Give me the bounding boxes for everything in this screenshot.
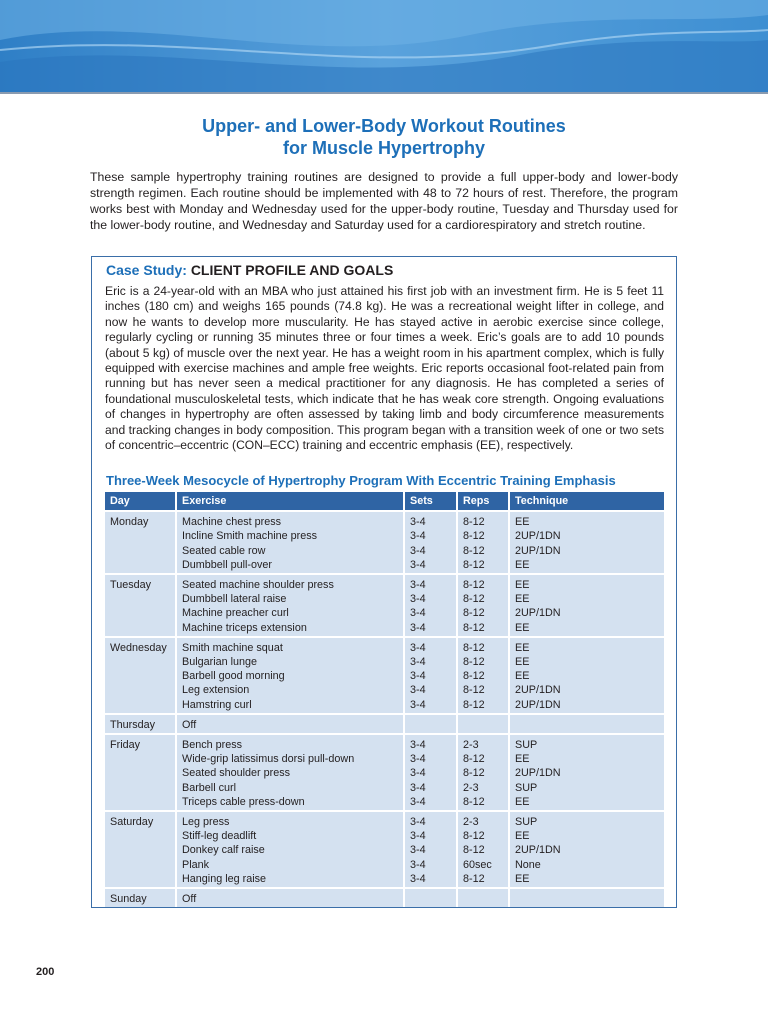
sets-cell-line: 3-4: [410, 670, 426, 683]
technique-cell-line: 2UP/1DN: [515, 698, 561, 711]
table-row: [105, 811, 664, 888]
technique-cell-line: EE: [515, 516, 530, 529]
exercise-cell: [176, 811, 404, 888]
sets-cell: [404, 888, 457, 907]
table-row: [105, 511, 664, 574]
reps-cell-line: 8-12: [463, 641, 485, 654]
sets-cell-line: 3-4: [410, 530, 426, 543]
reps-cell-line: 8-12: [463, 753, 485, 766]
sets-cell-line: 3-4: [410, 781, 426, 794]
exercise-cell-line: Off: [182, 718, 197, 731]
reps-cell-line: 8-12: [463, 593, 485, 606]
table-row: [105, 574, 664, 637]
reps-cell: [457, 637, 509, 714]
reps-cell-line: 8-12: [463, 544, 485, 557]
banner-divider: [0, 92, 768, 94]
table-row: [105, 714, 664, 734]
technique-cell-line: EE: [515, 795, 530, 808]
wave-banner-graphic: [0, 0, 768, 92]
exercise-cell: [176, 574, 404, 637]
reps-cell-line: 8-12: [463, 530, 485, 543]
technique-cell-line: EE: [515, 656, 530, 669]
reps-cell-line: 8-12: [463, 670, 485, 683]
sets-cell-line: 3-4: [410, 516, 426, 529]
reps-cell-line: 8-12: [463, 607, 485, 620]
technique-cell-line: SUP: [515, 739, 538, 752]
exercise-cell-line: Machine chest press: [182, 516, 282, 529]
day-cell: Sunday: [105, 888, 176, 907]
table-title: Three-Week Mesocycle of Hypertrophy Program With Eccentric Training Emphasis: [106, 473, 616, 488]
technique-cell: [509, 888, 664, 907]
exercise-cell-line: Machine triceps extension: [182, 621, 307, 634]
page-title-line-2: for Muscle Hypertrophy: [282, 138, 486, 158]
exercise-cell-line: Hamstring curl: [182, 698, 252, 711]
technique-cell-line: 2UP/1DN: [515, 844, 561, 857]
exercise-cell-line: Bulgarian lunge: [182, 656, 258, 669]
page-number: 200: [36, 966, 55, 978]
sets-cell-line: 3-4: [410, 844, 426, 857]
technique-cell: [509, 811, 664, 888]
technique-cell-line: None: [515, 858, 541, 871]
exercise-cell-line: Triceps cable press-down: [182, 795, 305, 808]
technique-cell-line: EE: [515, 558, 530, 571]
table-row: [105, 734, 664, 811]
sets-cell: [404, 511, 457, 574]
exercise-cell-line: Smith machine squat: [182, 641, 283, 654]
technique-cell-line: EE: [515, 579, 530, 592]
intro-paragraph: These sample hypertrophy training routines are designed to provide a full upper-body and lower-body strength regimen. Each routine should be implemented with 48 to 72 hours of rest. Therefore, the program works best with Monday and Wednesday used for the upper-body routine, Tuesday and Thursday used for the lower-body routine, and Wednesday and Saturday used for a cardiorespiratory and stretch routine.: [90, 170, 678, 232]
technique-cell: [509, 511, 664, 574]
mesocycle-table: [105, 492, 664, 907]
exercise-cell-line: Wide-grip latissimus dorsi pull-down: [182, 753, 355, 766]
reps-cell-line: 2-3: [463, 816, 479, 829]
table-header-row: [105, 492, 664, 511]
reps-cell: [457, 574, 509, 637]
sets-cell-line: 3-4: [410, 767, 426, 780]
reps-cell: [457, 714, 509, 734]
technique-cell: [509, 637, 664, 714]
technique-cell: [509, 714, 664, 734]
sets-cell: [404, 637, 457, 714]
day-cell: Wednesday: [105, 637, 176, 714]
exercise-cell-line: Off: [182, 893, 197, 906]
exercise-cell: [176, 734, 404, 811]
exercise-cell: [176, 888, 404, 907]
case-study-label: Case Study:: [106, 262, 187, 278]
table-row: [105, 637, 664, 714]
reps-cell: [457, 511, 509, 574]
exercise-cell-line: Dumbbell lateral raise: [182, 593, 287, 606]
day-cell: Thursday: [105, 714, 176, 734]
exercise-cell-line: Leg press: [182, 816, 230, 829]
case-study-title: CLIENT PROFILE AND GOALS: [190, 262, 394, 278]
exercise-cell-line: Leg extension: [182, 684, 250, 697]
sets-cell-line: 3-4: [410, 739, 426, 752]
technique-cell-line: 2UP/1DN: [515, 544, 561, 557]
day-cell: Friday: [105, 734, 176, 811]
table-body: [105, 511, 664, 907]
technique-cell-line: EE: [515, 670, 530, 683]
reps-cell-line: 8-12: [463, 579, 485, 592]
reps-cell-line: 8-12: [463, 516, 485, 529]
reps-cell-line: 60sec: [463, 858, 492, 871]
day-cell: Monday: [105, 511, 176, 574]
technique-cell-line: 2UP/1DN: [515, 607, 561, 620]
reps-cell-line: 8-12: [463, 656, 485, 669]
exercise-cell: [176, 714, 404, 734]
reps-cell-line: 8-12: [463, 698, 485, 711]
reps-cell: [457, 888, 509, 907]
exercise-cell-line: Bench press: [182, 739, 243, 752]
reps-cell-line: 8-12: [463, 830, 485, 843]
sets-cell-line: 3-4: [410, 544, 426, 557]
technique-cell: [509, 574, 664, 637]
technique-cell-line: SUP: [515, 781, 538, 794]
technique-cell-line: EE: [515, 872, 530, 885]
exercise-cell-line: Seated cable row: [182, 544, 266, 557]
technique-cell-line: EE: [515, 593, 530, 606]
sets-cell-line: 3-4: [410, 698, 426, 711]
header-banner: [0, 0, 768, 92]
column-header-reps: Reps: [457, 492, 509, 511]
sets-cell-line: 3-4: [410, 579, 426, 592]
exercise-cell-line: Barbell curl: [182, 781, 237, 794]
technique-cell-line: EE: [515, 830, 530, 843]
exercise-cell-line: Incline Smith machine press: [182, 530, 318, 543]
sets-cell: [404, 574, 457, 637]
sets-cell-line: 3-4: [410, 816, 426, 829]
reps-cell-line: 2-3: [463, 739, 479, 752]
exercise-cell-line: Seated machine shoulder press: [182, 579, 334, 592]
technique-cell-line: SUP: [515, 816, 538, 829]
column-header-sets: Sets: [404, 492, 457, 511]
technique-cell-line: 2UP/1DN: [515, 767, 561, 780]
page-title: [0, 115, 768, 159]
column-header-day: Day: [105, 492, 176, 511]
sets-cell: [404, 734, 457, 811]
day-cell: Saturday: [105, 811, 176, 888]
reps-cell-line: 8-12: [463, 684, 485, 697]
sets-cell-line: 3-4: [410, 558, 426, 571]
sets-cell-line: 3-4: [410, 607, 426, 620]
technique-cell-line: EE: [515, 641, 530, 654]
reps-cell: [457, 734, 509, 811]
sets-cell-line: 3-4: [410, 621, 426, 634]
case-study-heading: [106, 262, 393, 278]
exercise-cell: [176, 637, 404, 714]
technique-cell-line: EE: [515, 621, 530, 634]
sets-cell-line: 3-4: [410, 872, 426, 885]
exercise-cell: [176, 511, 404, 574]
table-row: [105, 888, 664, 907]
technique-cell-line: EE: [515, 753, 530, 766]
column-header-technique: Technique: [509, 492, 664, 511]
sets-cell-line: 3-4: [410, 795, 426, 808]
reps-cell-line: 8-12: [463, 767, 485, 780]
technique-cell: [509, 734, 664, 811]
reps-cell-line: 8-12: [463, 558, 485, 571]
sets-cell: [404, 714, 457, 734]
exercise-cell-line: Seated shoulder press: [182, 767, 291, 780]
sets-cell-line: 3-4: [410, 753, 426, 766]
day-cell: Tuesday: [105, 574, 176, 637]
reps-cell: [457, 811, 509, 888]
case-study-box: [91, 256, 677, 908]
exercise-cell-line: Machine preacher curl: [182, 607, 289, 620]
sets-cell-line: 3-4: [410, 684, 426, 697]
exercise-cell-line: Barbell good morning: [182, 670, 285, 683]
page-title-line-1: Upper- and Lower-Body Workout Routines: [202, 116, 566, 136]
sets-cell-line: 3-4: [410, 830, 426, 843]
exercise-cell-line: Stiff-leg deadlift: [182, 830, 257, 843]
sets-cell-line: 3-4: [410, 593, 426, 606]
reps-cell-line: 8-12: [463, 621, 485, 634]
sets-cell: [404, 811, 457, 888]
exercise-cell-line: Plank: [182, 858, 210, 871]
technique-cell-line: 2UP/1DN: [515, 530, 561, 543]
exercise-cell-line: Dumbbell pull-over: [182, 558, 273, 571]
column-header-exercise: Exercise: [176, 492, 404, 511]
technique-cell-line: 2UP/1DN: [515, 684, 561, 697]
reps-cell-line: 2-3: [463, 781, 479, 794]
reps-cell-line: 8-12: [463, 872, 485, 885]
reps-cell-line: 8-12: [463, 795, 485, 808]
sets-cell-line: 3-4: [410, 656, 426, 669]
sets-cell-line: 3-4: [410, 641, 426, 654]
sets-cell-line: 3-4: [410, 858, 426, 871]
exercise-cell-line: Hanging leg raise: [182, 872, 267, 885]
exercise-cell-line: Donkey calf raise: [182, 844, 265, 857]
case-study-text: Eric is a 24-year-old with an MBA who just attained his first job with an investment firm. He is 5 feet 11 inches (180 cm) and weighs 165 pounds (74.8 kg). He was a recreational weight lifter in college, and now he wants to develop more muscularity. He has stayed active in aerobic exercise since college, regularly cycling or running 35 minutes three or four times a week. Eric’s goals are to add 10 pounds (about 5 kg) of muscle over the next year. He has a weight room in his apartment complex, which is fully equipped with exercise machines and ample free weights. Eric reports occasional foot-related pain from running but has never seen a medical practitioner for any diagnosis. He has completed a series of foundational musculoskeletal tests, which indicate that he has weak core strength. Ongoing evaluations of changes in hypertrophy are often assessed by taking limb and body circumference measurements and tracking changes in body composition. This program began with a transition week of one or two sets of concentric–eccentric (CON–ECC) training and eccentric emphasis (EE), respectively.: [105, 284, 664, 453]
reps-cell-line: 8-12: [463, 844, 485, 857]
